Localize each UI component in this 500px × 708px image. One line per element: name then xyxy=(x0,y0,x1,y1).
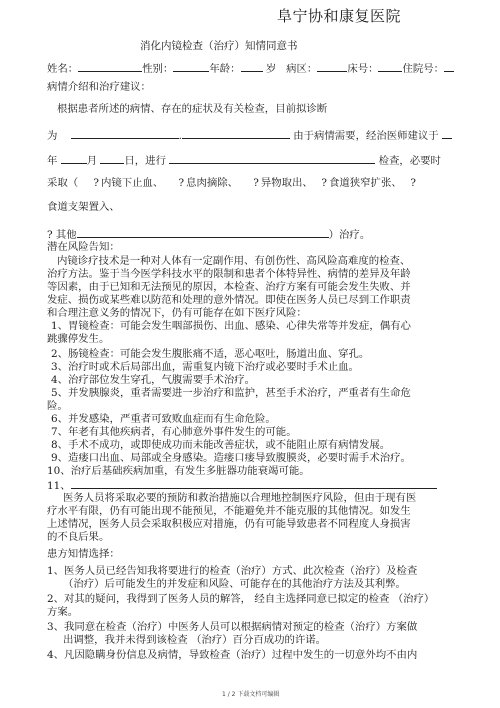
admission-label: 住院号： xyxy=(402,63,445,75)
option-polypectomy: 息肉摘除、 xyxy=(186,177,239,189)
choice-line: 4、凡因隐瞒身份信息及病情，导致检查（治疗）过程中发生的一切意外均不由内 xyxy=(47,649,418,661)
intro-heading: 病情介绍和治疗建议： xyxy=(47,81,151,93)
procedure-blank[interactable] xyxy=(169,153,375,164)
bed-blank[interactable] xyxy=(378,61,402,72)
risk-item: 3、治疗时或术后局部出血，需重复内镜下治疗或必要时手术止血。 xyxy=(51,361,359,373)
other-blank[interactable] xyxy=(77,227,329,238)
name-blank[interactable] xyxy=(78,61,142,72)
check-need: 检查，必要时 xyxy=(378,155,441,167)
option-hemostasis-checkbox[interactable]: ? xyxy=(93,177,99,189)
risk-item: 4、治疗部位发生穿孔，气腹需要手术治疗。 xyxy=(51,374,256,386)
option-hemostasis: 内镜下止血、 xyxy=(100,177,164,189)
risk-p1-line: 内镜诊疗技术是一种对人体有一定副作用、有创伤性、高风险高难度的检查、 xyxy=(57,255,411,267)
take-label: 采取（ xyxy=(47,177,79,189)
choice-line: 3、我同意在检查（治疗）中医务人员可以根据病情对预定的检查（治疗）方案做 xyxy=(47,621,418,633)
risk-p2-line: 的不良后果。 xyxy=(47,531,110,543)
risk-item: 8、手术不成功，或即使成功而未能改善症状，或不能阻止原有病情发展。 xyxy=(51,439,391,451)
date-nian: 年 xyxy=(47,155,58,167)
risk-item: 5、并发胰腺炎，重者需要进一步治疗和监护，甚至手术治疗，严重者有生命危 xyxy=(51,387,411,399)
date-row xyxy=(47,153,441,168)
choice-heading: 患方知情选择： xyxy=(47,548,120,560)
options-row xyxy=(47,177,418,190)
intro-need: 由于病情需要，经治医师建议于 xyxy=(293,130,439,142)
option-dilation-checkbox[interactable]: ? xyxy=(321,177,327,189)
risk-item: 2、肠镜检查：可能会发生腹胀痛不适，恶心呕吐，肠道出血、穿孔。 xyxy=(51,348,370,360)
risk-item: 9、造瘘口出血、局部或全身感染。造瘘口瘘导致腹膜炎，必要时需手术治疗。 xyxy=(51,452,411,464)
risk-p1-line: 治疗方法。鉴于当今医学科技水平的限制和患者个体特异性、病情的差异及年龄 xyxy=(47,268,411,280)
diagnosis-blank-1[interactable] xyxy=(71,128,179,139)
other-row xyxy=(47,227,370,242)
hospital-name: 阜宁协和康复医院 xyxy=(277,7,402,25)
intro-line1: 根据患者所述的病情、存在的症状及有关检查，目前拟诊断 xyxy=(57,103,328,115)
bed-label: 床号： xyxy=(347,63,379,75)
risk-item: 7、年老有其他疾病者，有心肺意外事件发生的可能。 xyxy=(51,426,297,438)
suggest-blank[interactable] xyxy=(442,128,452,139)
name-label: 姓名： xyxy=(47,63,79,75)
risk-item-11-row xyxy=(47,478,437,493)
day-blank[interactable] xyxy=(100,153,124,164)
risk-item: 6、并发感染，严重者可致败血症而有生命危险。 xyxy=(51,413,276,425)
admission-blank[interactable] xyxy=(444,61,454,72)
sex-blank[interactable] xyxy=(173,61,209,72)
risk-heading: 潜在风险告知： xyxy=(47,241,120,253)
risk-p2-line: 疗水平有限，仍有可能出现不能预见，不能避免并不能克服的其他情况。如发生 xyxy=(47,505,411,517)
choice-line: （治疗）后可能发生的并发症和风险、可能存在的其他治疗方法及其利弊。 xyxy=(63,578,406,590)
option-foreign-body: 异物取出、 xyxy=(260,177,313,189)
intro-wei: 为 xyxy=(47,130,58,142)
risk-item-11-blank[interactable] xyxy=(71,478,437,489)
other-label: ? 其他 xyxy=(47,229,77,241)
diagnosis-blank-2[interactable] xyxy=(182,128,290,139)
risk-item: 险。 xyxy=(47,400,68,412)
risk-item-11: 11、 xyxy=(47,480,71,492)
diagnosis-row xyxy=(47,128,452,143)
other-end: ）治疗。 xyxy=(328,229,371,241)
risk-p1-line: 等因素，由于已知和无法预见的原因，本检查、治疗方案有可能会发生失败、并 xyxy=(47,281,411,293)
date-yue: 月 xyxy=(86,155,98,167)
option-polypectomy-checkbox[interactable]: ? xyxy=(178,177,185,189)
option-stent: 食道支架置入、 xyxy=(47,201,120,213)
risk-item-11-row xyxy=(47,465,310,478)
month-blank[interactable] xyxy=(61,153,87,164)
date-ri: 日，进行 xyxy=(124,155,166,167)
choice-line: 2、对其的疑问，我得到了医务人员的解答， 经自主选择同意已拟定的检查 （治疗） xyxy=(47,593,435,605)
choice-line: 方案。 xyxy=(47,606,79,618)
risk-item: 1、胃镜检查：可能会发生咽部损伤、出血、感染、心律失常等并发症，偶有心 xyxy=(51,320,411,332)
ward-blank[interactable] xyxy=(317,61,347,72)
ward-label: 病区： xyxy=(286,63,318,75)
risk-p2-line: 医务人员将采取必要的预防和救治措施以合理地控制医疗风险，但由于现有医 xyxy=(63,492,417,504)
risk-item: 跳骤停发生。 xyxy=(47,333,110,345)
option-dilation: 食道狭窄扩张、 xyxy=(329,177,402,189)
risk-p2-line: 上述情况，医务人员会采取积极应对措施，仍有可能导致患者不同程度人身损害 xyxy=(47,518,411,530)
choice-line: 出调整，我并未得到该检查 （治疗）百分百成功的许诺。 xyxy=(63,634,327,646)
risk-p1-line: 发症、损伤或某些难以防范和处理的意外情况。即使在医务人员已尽到工作职责 xyxy=(47,294,411,306)
form-title: 消化内镜检查（治疗）知情同意书 xyxy=(140,40,298,52)
age-unit: 岁 xyxy=(265,63,277,75)
sex-label: 性别： xyxy=(142,63,174,75)
choice-line: 1、医务人员已经告知我将要进行的检查（治疗）方式、此次检查（治疗）及检查 xyxy=(47,565,418,577)
age-label: 年龄： xyxy=(209,63,241,75)
intro-dot: . xyxy=(178,130,182,142)
page-footer: 1 / 2 下载文档可编辑 xyxy=(222,691,280,698)
option-foreign-body-checkbox[interactable]: ? xyxy=(253,177,259,189)
risk-item: 10、治疗后基础疾病加重，有发生多脏器功能衰竭可能。 xyxy=(47,465,310,477)
patient-info-row xyxy=(47,61,454,76)
option-stent-checkbox[interactable]: ? xyxy=(410,177,416,189)
age-blank[interactable] xyxy=(241,61,263,72)
risk-p1-line: 和合理注意义务的情况下，仍有可能存在如下医疗风险： xyxy=(47,307,307,319)
